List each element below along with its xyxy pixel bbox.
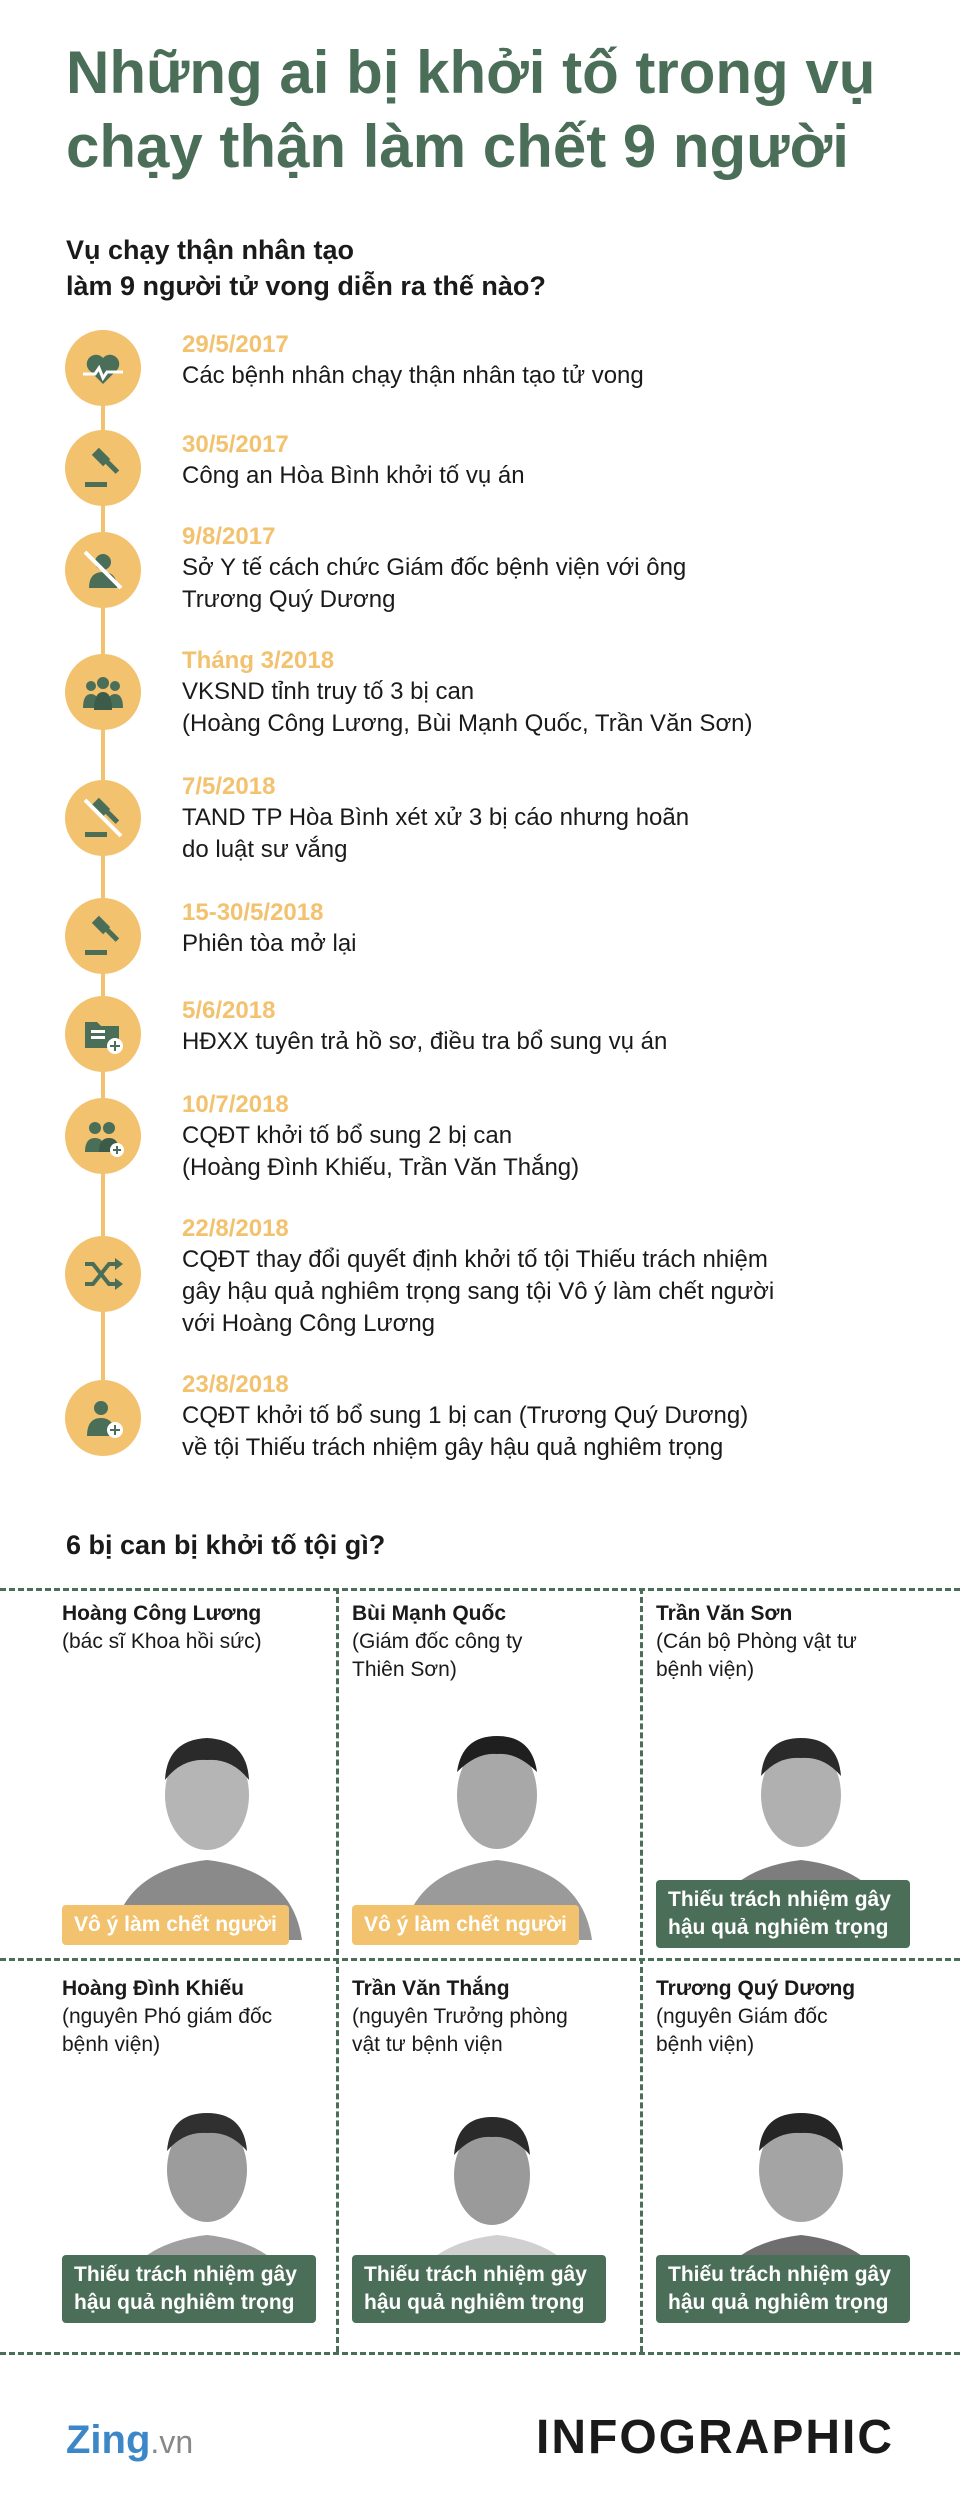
timeline-date: 29/5/2017: [182, 331, 289, 358]
timeline-entry: [0, 330, 960, 390]
charge-badge: Thiếu trách nhiệm gây hậu quả nghiêm trọng: [62, 2255, 316, 2323]
heart-pulse-icon: [65, 330, 141, 406]
person-crossed-icon: [65, 532, 141, 608]
defendant-name: Bùi Mạnh Quốc: [352, 1602, 506, 1625]
defendant-role: (nguyên Trưởng phòng vật tư bệnh viện: [352, 2005, 568, 2056]
timeline-desc: với Hoàng Công Lương: [182, 1310, 436, 1337]
timeline-desc: HĐXX tuyên trả hồ sơ, điều tra bổ sung vụ án: [182, 1028, 668, 1055]
two-people-plus-icon: [65, 1098, 141, 1174]
infographic-label: INFOGRAPHIC: [536, 2411, 894, 2464]
timeline-date: Tháng 3/2018: [182, 647, 335, 674]
timeline-date: 9/8/2017: [182, 523, 276, 550]
defendant-card: [62, 1600, 362, 1970]
timeline-desc: Sở Y tế cách chức Giám đốc bệnh viện với ông: [182, 554, 687, 581]
timeline-desc: CQĐT thay đổi quyết định khởi tố tội Thiếu trách nhiệm: [182, 1246, 768, 1273]
charge-badge: Vô ý làm chết người: [62, 1905, 289, 1945]
timeline-desc: về tội Thiếu trách nhiệm gây hậu quả nghiêm trọng: [182, 1434, 724, 1461]
defendant-name: Trần Văn Thắng: [352, 1977, 510, 2000]
defendant-card: [656, 1975, 956, 2345]
defendant-role: (bác sĩ Khoa hồi sức): [62, 1630, 262, 1653]
timeline-desc: Công an Hòa Bình khởi tố vụ án: [182, 462, 525, 489]
defendant-card: [352, 1975, 652, 2345]
timeline-desc: (Hoàng Công Lương, Bùi Mạnh Quốc, Trần Văn Sơn): [182, 710, 753, 737]
timeline-entry: [0, 430, 960, 490]
grid-divider: [0, 2352, 960, 2355]
timeline-entry: [0, 1090, 960, 1181]
timeline-entry: [0, 898, 960, 958]
timeline-date: 10/7/2018: [182, 1091, 289, 1118]
timeline-desc: CQĐT khởi tố bổ sung 2 bị can: [182, 1122, 513, 1149]
timeline-date: 7/5/2018: [182, 773, 276, 800]
timeline-entry: [0, 772, 960, 863]
timeline-desc: Trương Quý Dương: [182, 586, 396, 613]
timeline-heading: [66, 232, 826, 304]
gavel-icon: [65, 898, 141, 974]
timeline-date: 5/6/2018: [182, 997, 276, 1024]
logo-main: Zing: [66, 2418, 151, 2462]
timeline-entry: [0, 1370, 960, 1461]
defendants-heading: 6 bị can bị khởi tố tội gì?: [66, 1530, 386, 1560]
timeline-desc: CQĐT khởi tố bổ sung 1 bị can (Trương Quý Dương): [182, 1402, 749, 1429]
gavel-icon: [65, 430, 141, 506]
defendant-role: (Cán bộ Phòng vật tư bệnh viện): [656, 1630, 857, 1681]
timeline-desc: VKSND tỉnh truy tố 3 bị can: [182, 678, 475, 705]
defendant-role: (Giám đốc công ty Thiên Sơn): [352, 1630, 523, 1681]
timeline-date: 15-30/5/2018: [182, 899, 324, 926]
timeline-date: 22/8/2018: [182, 1215, 289, 1242]
charge-badge: Vô ý làm chết người: [352, 1905, 579, 1945]
folder-plus-icon: [65, 996, 141, 1072]
timeline-entry: [0, 996, 960, 1056]
charge-badge: Thiếu trách nhiệm gây hậu quả nghiêm trọng: [352, 2255, 606, 2323]
timeline-entry: [0, 522, 960, 613]
defendant-card: [352, 1600, 652, 1970]
defendant-role: (nguyên Phó giám đốc bệnh viện): [62, 2005, 273, 2056]
gavel-crossed-icon: [65, 780, 141, 856]
defendant-card: [62, 1975, 362, 2345]
defendant-role: (nguyên Giám đốc bệnh viện): [656, 2005, 828, 2056]
defendant-name: Trương Quý Dương: [656, 1977, 856, 2000]
timeline-date: 23/8/2018: [182, 1371, 289, 1398]
charge-badge: Thiếu trách nhiệm gây hậu quả nghiêm trọng: [656, 1880, 910, 1948]
subtitle-line: Vụ chạy thận nhân tạo: [66, 235, 355, 265]
defendant-name: Trần Văn Sơn: [656, 1602, 793, 1625]
timeline-desc: Phiên tòa mở lại: [182, 930, 357, 957]
timeline-desc: gây hậu quả nghiêm trọng sang tội Vô ý làm chết người: [182, 1278, 775, 1305]
title-line: chạy thận làm chết 9 người: [66, 113, 849, 180]
timeline-desc: Các bệnh nhân chạy thận nhân tạo tử vong: [182, 362, 644, 389]
subtitle-line: làm 9 người tử vong diễn ra thế nào?: [66, 271, 546, 301]
defendant-name: Hoàng Công Lương: [62, 1602, 262, 1625]
grid-divider: [0, 1588, 960, 1591]
page-title: [66, 36, 926, 184]
timeline-desc: TAND TP Hòa Bình xét xử 3 bị cáo nhưng hoãn: [182, 804, 690, 831]
charge-badge: Thiếu trách nhiệm gây hậu quả nghiêm trọng: [656, 2255, 910, 2323]
timeline-desc: do luật sư vắng: [182, 836, 348, 863]
title-line: Những ai bị khởi tố trong vụ: [66, 39, 876, 106]
defendant-name: Hoàng Đình Khiếu: [62, 1977, 244, 2000]
defendant-card: [656, 1600, 956, 1970]
logo-suffix: .vn: [150, 2424, 194, 2460]
timeline-entry: [0, 646, 960, 737]
timeline-desc: (Hoàng Đình Khiếu, Trần Văn Thắng): [182, 1154, 580, 1181]
shuffle-icon: [65, 1236, 141, 1312]
three-people-icon: [65, 654, 141, 730]
timeline-date: 30/5/2017: [182, 431, 289, 458]
brand-logo: [66, 2418, 193, 2463]
timeline-entry: [0, 1214, 960, 1337]
person-plus-icon: [65, 1380, 141, 1456]
